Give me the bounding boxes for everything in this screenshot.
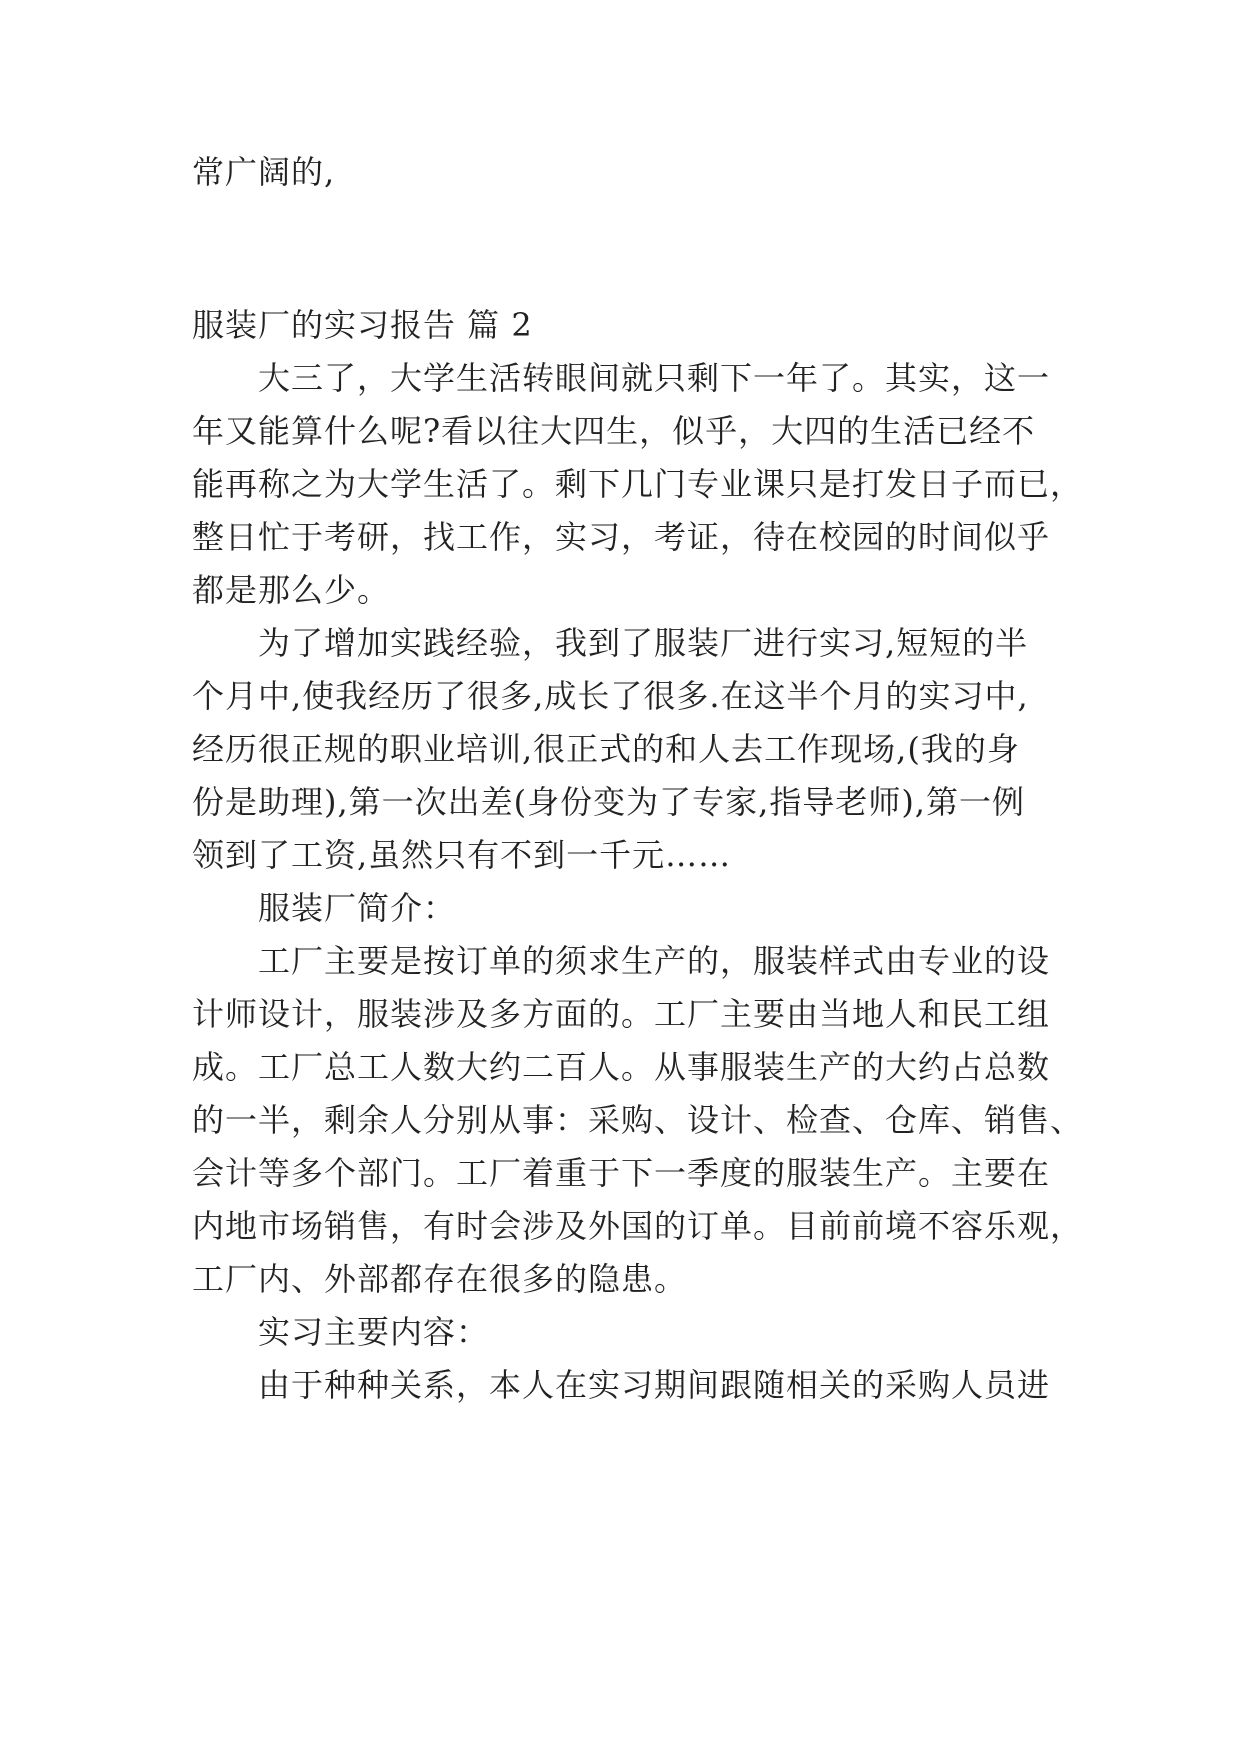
text-line: 为了增加实践经验，我到了服装厂进行实习,短短的半 <box>258 624 1029 662</box>
text-line: 都是那么少。 <box>192 571 391 609</box>
text-line: 年又能算什么呢?看以往大四生，似乎，大四的生活已经不 <box>192 412 1036 450</box>
text-line: 计师设计，服装涉及多方面的。工厂主要由当地人和民工组 <box>192 995 1051 1033</box>
section-heading: 服装厂的实习报告 篇 2 <box>192 306 533 344</box>
subheading: 服装厂简介： <box>258 889 457 927</box>
text-line: 成。工厂总工人数大约二百人。从事服装生产的大约占总数 <box>192 1048 1051 1086</box>
text-line: 领到了工资,虽然只有不到一千元…… <box>192 836 732 874</box>
text-line: 的一半，剩余人分别从事：采购、设计、检查、仓库、销售、 <box>192 1101 1084 1139</box>
text-line: 会计等多个部门。工厂着重于下一季度的服装生产。主要在 <box>192 1154 1051 1192</box>
text-line: 份是助理),第一次出差(身份变为了专家,指导老师),第一例 <box>192 783 1025 821</box>
text-line: 整日忙于考研，找工作，实习，考证，待在校园的时间似乎 <box>192 518 1051 556</box>
text-line: 工厂内、外部都存在很多的隐患。 <box>192 1260 688 1298</box>
text-line: 工厂主要是按订单的须求生产的，服装样式由专业的设 <box>258 942 1051 980</box>
text-line: 内地市场销售，有时会涉及外国的订单。目前前境不容乐观， <box>192 1207 1084 1245</box>
subheading: 实习主要内容： <box>258 1313 490 1351</box>
text-line: 由于种种关系，本人在实习期间跟随相关的采购人员进 <box>258 1366 1051 1404</box>
text-line: 大三了，大学生活转眼间就只剩下一年了。其实，这一 <box>258 359 1051 397</box>
text-line: 经历很正规的职业培训,很正式的和人去工作现场,(我的身 <box>192 730 1020 768</box>
text-line: 个月中,使我经历了很多,成长了很多.在这半个月的实习中, <box>192 677 1029 715</box>
text-line: 常广阔的, <box>192 153 336 191</box>
text-line: 能再称之为大学生活了。剩下几门专业课只是打发日子而已， <box>192 465 1084 503</box>
